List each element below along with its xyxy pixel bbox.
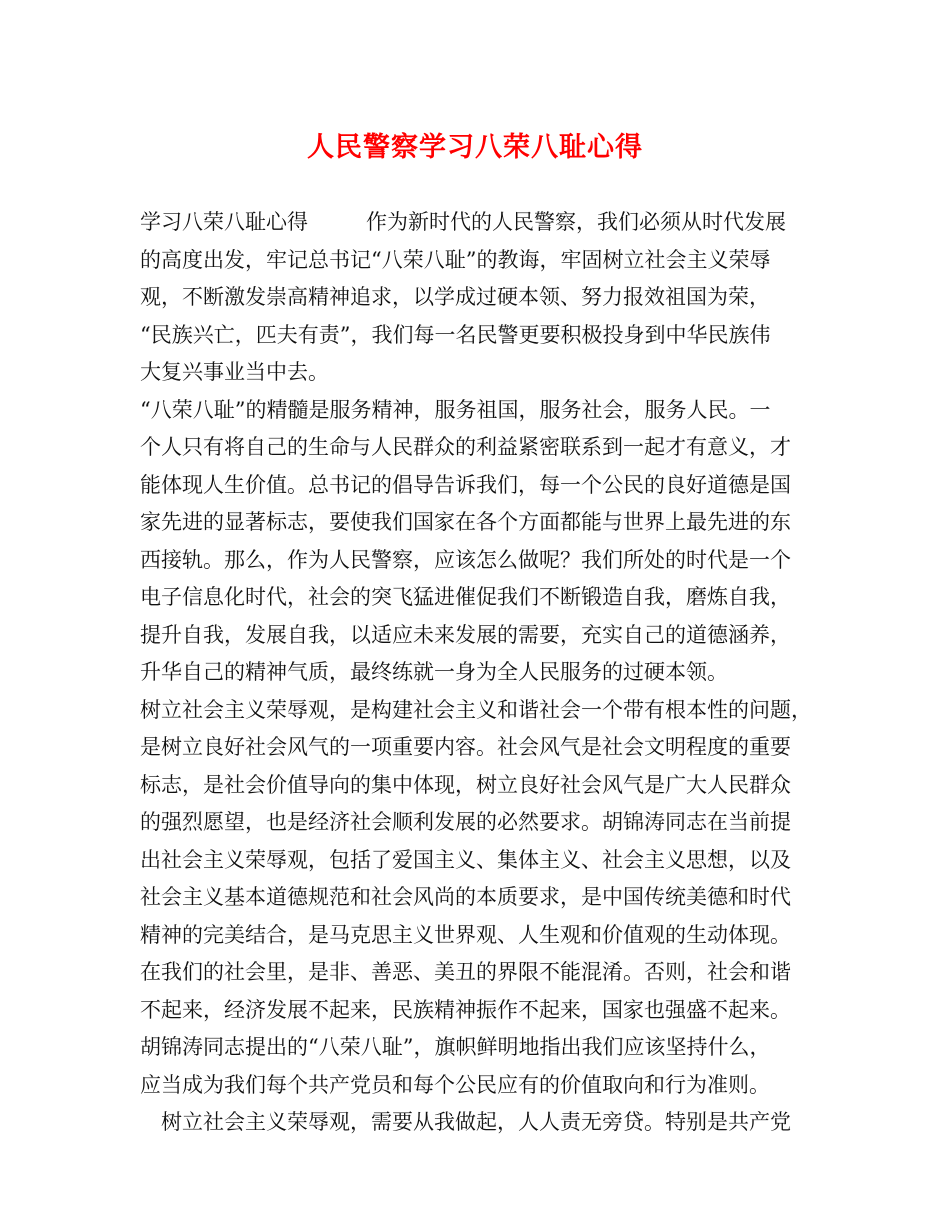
text-line-content: 作为新时代的人民警察，我们必须从时代发展: [366, 210, 786, 234]
text-line: “民族兴亡，匹夫有责”，我们每一名民警更要积极投身到中华民族伟: [140, 322, 771, 347]
intro-label: 学习八荣八耻心得: [140, 210, 308, 234]
text-line: 胡锦涛同志提出的“八荣八耻”，旗帜鲜明地指出我们应该坚持什么，: [140, 1035, 771, 1059]
text-line: 标志，是社会价值导向的集中体现，树立良好社会风气是广大人民群众: [140, 772, 791, 797]
text-line: [140, 204, 830, 242]
text-line: 是树立良好社会风气的一项重要内容。社会风气是社会文明程度的重要: [140, 735, 791, 759]
text-line: 个人只有将自己的生命与人民群众的利益紧密联系到一起才有意义，才: [140, 435, 791, 459]
text-line: 家先进的显著标志，要使我们国家在各个方面都能与世界上最先进的东: [140, 510, 791, 534]
text-line: 精神的完美结合，是马克思主义世界观、人生观和价值观的生动体现。: [140, 922, 791, 947]
document-title: 人民警察学习八荣八耻心得: [307, 132, 643, 163]
text-line: 社会主义基本道德规范和社会风尚的本质要求，是中国传统美德和时代: [140, 885, 791, 909]
text-line: 树立社会主义荣辱观，需要从我做起，人人责无旁贷。特别是共产党: [161, 1110, 791, 1134]
text-line: 提升自我，发展自我，以适应未来发展的需要，充实自己的道德涵养，: [140, 622, 791, 647]
text-line: 能体现人生价值。总书记的倡导告诉我们，每一个公民的良好道德是国: [140, 472, 791, 497]
text-line: 的高度出发，牢记总书记“八荣八耻”的教诲，牢固树立社会主义荣辱: [140, 247, 771, 272]
text-line: “八荣八耻”的精髓是服务精神，服务祖国，服务社会，服务人民。一: [140, 397, 771, 422]
text-line: 观，不断激发崇高精神追求，以学成过硬本领、努力报效祖国为荣，: [140, 285, 770, 309]
document-body: [140, 204, 830, 1142]
text-line: 升华自己的精神气质，最终练就一身为全人民服务的过硬本领。: [140, 660, 728, 684]
text-line: 的强烈愿望，也是经济社会顺利发展的必然要求。胡锦涛同志在当前提: [140, 810, 791, 834]
text-line: 应当成为我们每个共产党员和每个公民应有的价值取向和行为准则。: [140, 1072, 770, 1097]
text-line: 大复兴事业当中去。: [140, 360, 329, 384]
text-line: 树立社会主义荣辱观，是构建社会主义和谐社会一个带有根本性的问题，: [140, 697, 812, 722]
text-line: 不起来，经济发展不起来，民族精神振作不起来，国家也强盛不起来。: [140, 997, 791, 1022]
text-line: 电子信息化时代，社会的突飞猛进催促我们不断锻造自我，磨炼自我，: [140, 585, 791, 609]
text-line: 在我们的社会里，是非、善恶、美丑的界限不能混淆。否则，社会和谐: [140, 960, 791, 984]
text-line: 出社会主义荣辱观，包括了爱国主义、集体主义、社会主义思想，以及: [140, 847, 791, 872]
text-line: 西接轨。那么，作为人民警察，应该怎么做呢？我们所处的时代是一个: [140, 547, 791, 572]
